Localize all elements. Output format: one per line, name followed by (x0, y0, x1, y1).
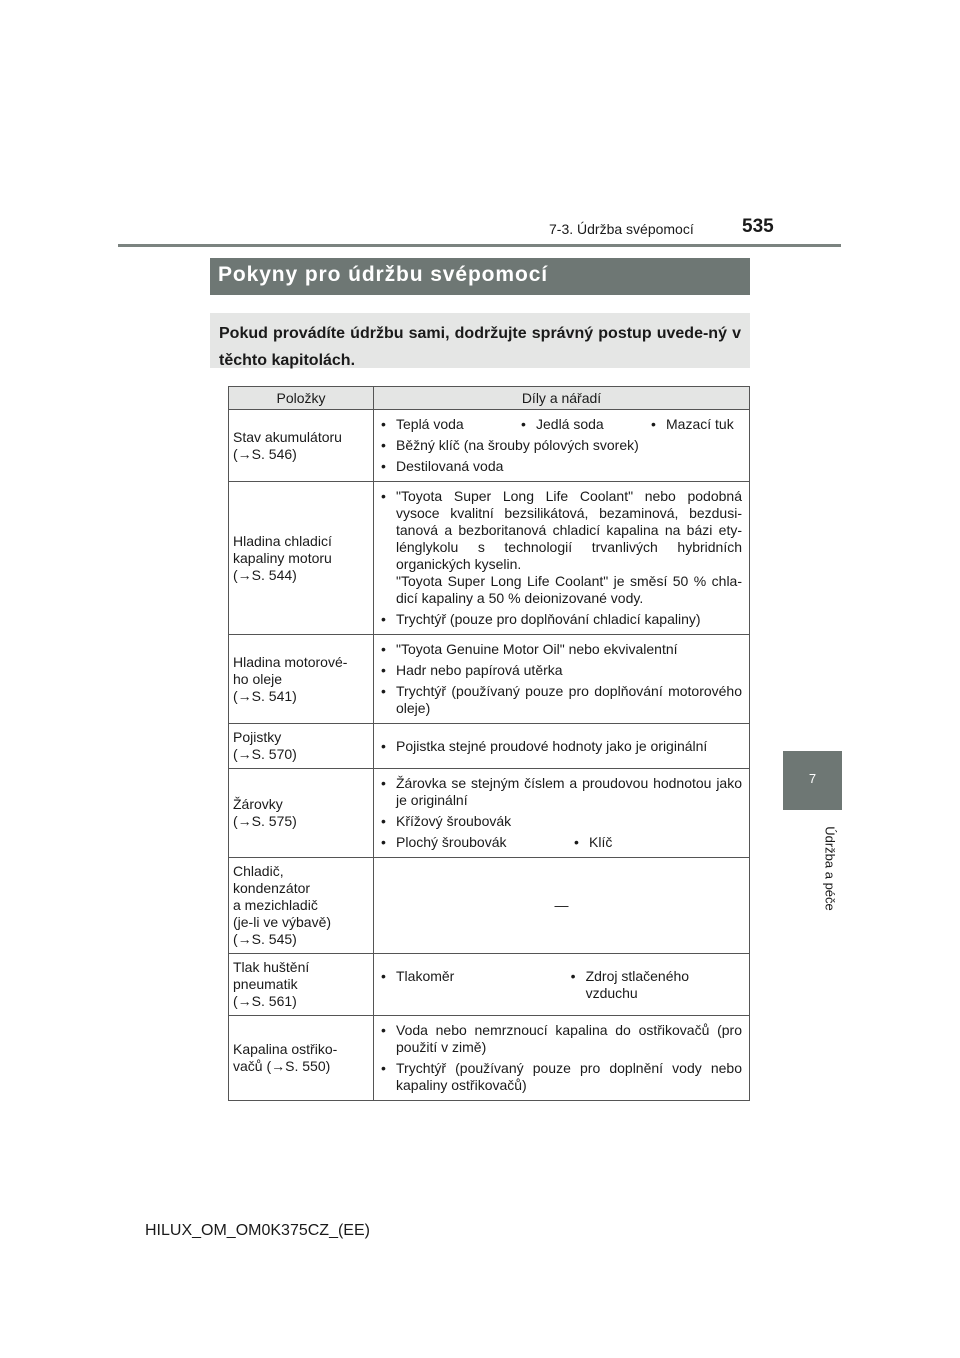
part-text: Trychtýř (pouze pro doplňování chladicí kapaliny) (396, 611, 701, 627)
part-text: Jedlá soda (536, 416, 604, 432)
item-cell (229, 1016, 374, 1101)
item-line: a mezichladič (233, 897, 318, 913)
item-line: ho oleje (233, 670, 283, 687)
page-title: Pokyny pro údržbu svépomocí (218, 263, 549, 286)
table-row (229, 1016, 750, 1101)
part-note: "Toyota Super Long Life Coolant" je směsí 50 % chla-dicí kapaliny a 50 % deionizované vody. (396, 573, 742, 606)
table-row (229, 769, 750, 858)
list-item: • "Toyota Genuine Motor Oil" nebo ekvivalentní (381, 641, 742, 658)
part-text: "Toyota Genuine Motor Oil" nebo ekvivalentní (396, 641, 678, 657)
list-item: • Hadr nebo papírová utěrka (381, 662, 742, 679)
item-cell (229, 858, 374, 954)
chapter-number: 7 (808, 771, 817, 786)
list-item: • Trychtýř (používaný pouze pro doplnění vody nebo kapaliny ostřikovačů) (381, 1060, 742, 1093)
part-text: Křížový šroubovák (396, 813, 512, 829)
item-line: Hladina motorové- (233, 653, 348, 670)
item-cell (229, 954, 374, 1016)
list-item: • Voda nebo nemrznoucí kapalina do ostřikovačů (pro použití v zimě) (381, 1022, 742, 1055)
part-text: Trychtýř (používaný pouze pro doplňování motorového oleje) (396, 683, 742, 716)
intro-box (210, 313, 750, 368)
item-cell (229, 635, 374, 724)
item-line: (→S. 561) (233, 993, 297, 1009)
tools-table (228, 386, 750, 1101)
part-text: Žárovka se stejným číslem a proudovou hodnotou jako je originální (396, 775, 742, 808)
part-text: Pojistka stejné proudové hodnoty jako je originální (396, 737, 708, 754)
part-text: "Toyota Super Long Life Coolant" nebo podobná vysoce kvalitní bezsilikátová, bezaminová, bezdusi-tanová a bezboritanová chladicí kapalina na bázi ety-lénglykolu s technologií trvanlivých hybridních organických kyselin. (396, 488, 742, 572)
table-row (229, 954, 750, 1016)
part-text: Zdroj stlačeného vzduchu (585, 967, 690, 1001)
part-text: Mazací tuk (666, 416, 734, 432)
item-line: (→S. 545) (233, 931, 297, 947)
item-line: Tlak huštění (233, 959, 310, 975)
list-item: • Destilovaná voda (381, 458, 742, 475)
list-item: • Pojistka stejné proudové hodnoty jako je originální (381, 738, 742, 755)
item-line: (→S. 575) (233, 813, 297, 829)
parts-cell (374, 769, 750, 858)
table-row (229, 410, 750, 482)
item-line: (je-li ve výbavě) (233, 914, 332, 930)
list-item: • Trychtýř (používaný pouze pro doplňování motorového oleje) (381, 683, 742, 716)
item-line: (→S. 544) (233, 566, 297, 583)
part-text: Destilovaná voda (396, 458, 504, 474)
part-text: Běžný klíč (na šrouby pólových svorek) (396, 437, 639, 453)
parts-cell (374, 724, 750, 769)
list-item: • Tlakoměr • Zdroj stlačeného vzduchu (381, 968, 742, 1002)
item-line: Hladina chladicí (233, 532, 332, 549)
column-header-items: Položky (229, 387, 374, 410)
list-item: • "Toyota Super Long Life Coolant" nebo podobná vysoce kvalitní bezsilikátová, bezaminová, bezdusi-tanová a bezboritanová chladicí kapalina na bázi ety-lénglykolu s technologií trvanlivých hybridních organických kyselin. "Toyota Super Long Life Coolant" je směsí 50 % chla-dicí kapaliny a 50 % deionizované vody. (381, 488, 742, 606)
parts-cell (374, 482, 750, 635)
chapter-label: Údržba a péče (822, 826, 838, 911)
item-line: kapaliny motoru (233, 549, 332, 566)
part-text: Klíč (589, 834, 613, 850)
item-line: vačů (→S. 550) (233, 1058, 331, 1074)
column-header-parts: Díly a nářadí (374, 387, 750, 410)
item-line: (→S. 570) (233, 746, 297, 762)
item-cell (229, 724, 374, 769)
parts-cell (374, 1016, 750, 1101)
parts-cell (374, 410, 750, 482)
list-item: • Křížový šroubovák (381, 813, 742, 830)
part-text: Trychtýř (používaný pouze pro doplnění vody nebo kapaliny ostřikovačů) (396, 1060, 742, 1093)
list-item: • Trychtýř (pouze pro doplňování chladicí kapaliny) (381, 611, 742, 628)
item-line: Stav akumulátoru (233, 428, 342, 445)
item-line: pneumatik (233, 976, 298, 992)
list-item: • Plochý šroubovák • Klíč (381, 834, 613, 850)
part-text: Hadr nebo papírová utěrka (396, 662, 563, 678)
parts-cell (374, 954, 750, 1016)
section-heading: 7-3. Údržba svépomocí (549, 221, 694, 237)
parts-cell (374, 858, 750, 954)
footer-code: HILUX_OM_OM0K375CZ_(EE) (145, 1222, 370, 1239)
part-text: Teplá voda (396, 416, 464, 432)
item-line: Kapalina ostřiko- (233, 1041, 338, 1057)
table-row (229, 482, 750, 635)
item-line: kondenzátor (233, 880, 311, 896)
table-header-row (229, 387, 750, 410)
table-row (229, 858, 750, 954)
chapter-tab (783, 751, 842, 810)
item-line: Chladič, (233, 863, 284, 879)
item-cell (229, 410, 374, 482)
list-item: • Žárovka se stejným číslem a proudovou hodnotou jako je originální (381, 775, 742, 808)
item-line: Žárovky (233, 796, 283, 812)
no-parts-dash: — (554, 897, 569, 913)
item-line: (→S. 541) (233, 687, 297, 704)
intro-text: Pokud provádíte údržbu sami, dodržujte správný postup uvede-ný v těchto kapitolách. (219, 325, 741, 369)
page-number: 535 (742, 216, 774, 237)
parts-cell (374, 635, 750, 724)
list-item: • Běžný klíč (na šrouby pólových svorek) (381, 437, 742, 454)
item-line: Pojistky (233, 729, 282, 745)
part-text: Plochý šroubovák (396, 834, 507, 850)
header-rule (118, 244, 841, 247)
item-line: (→S. 546) (233, 445, 297, 462)
part-text: Tlakoměr (396, 967, 455, 984)
title-bar (210, 258, 750, 295)
item-cell (229, 482, 374, 635)
table-row (229, 635, 750, 724)
list-item: • Teplá voda • Jedlá soda • Mazací tuk (381, 416, 734, 432)
part-text: Voda nebo nemrznoucí kapalina do ostřikovačů (pro použití v zimě) (396, 1022, 742, 1055)
table-row (229, 724, 750, 769)
item-cell (229, 769, 374, 858)
